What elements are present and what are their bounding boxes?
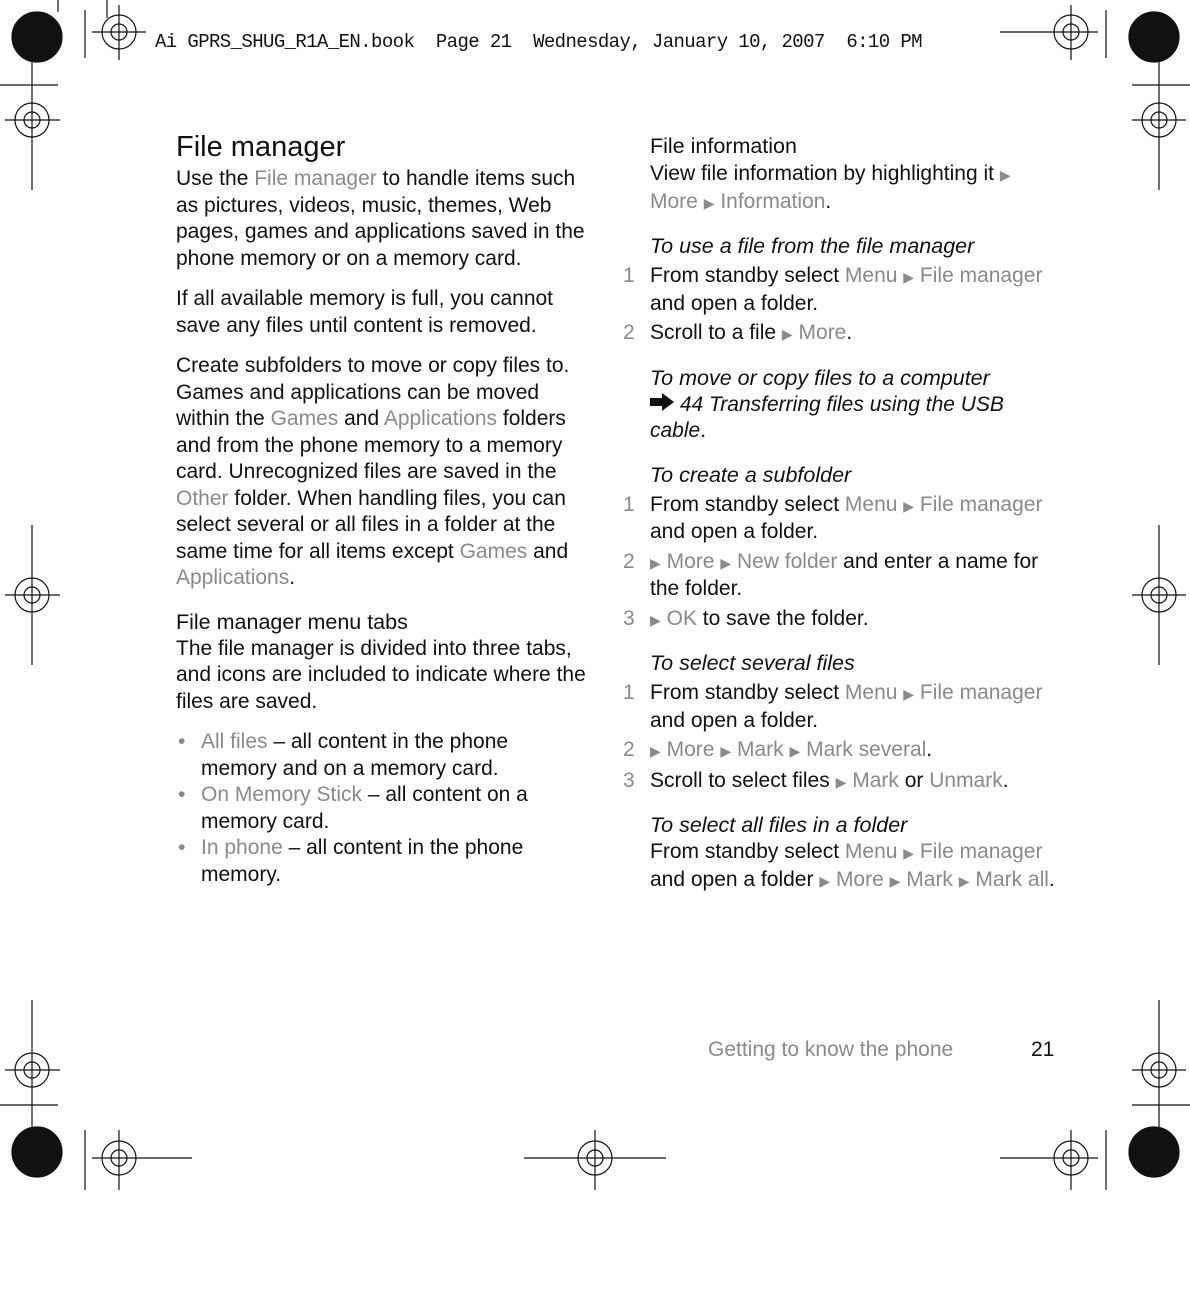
footer-section-title: Getting to know the phone	[708, 1038, 954, 1061]
create-subfolder-heading: To create a subfolder	[650, 462, 852, 487]
create-subfolder-steps	[623, 492, 1060, 634]
right-column	[623, 131, 1060, 894]
use-file-heading: To use a file from the file manager	[650, 234, 975, 258]
tabs-list	[176, 729, 586, 888]
select-several-steps	[623, 680, 1060, 795]
list-item: • On Memory Stick – all content on a memory card.	[178, 783, 528, 833]
select-all-heading: To select all files in a folder	[650, 813, 908, 838]
step-item: 3 ▶ OK to save the folder.	[623, 606, 869, 630]
move-files-heading: To move or copy files to a computer	[650, 365, 990, 390]
step-item: 1 From standby select Menu ▶ File manager and open a folder.	[623, 492, 1043, 544]
memory-paragraph: If all available memory is full, you cannot save any files until content is removed.	[176, 287, 554, 337]
move-files-reference: 44 Transferring files using the USB cable.	[650, 392, 1004, 443]
left-column	[176, 130, 586, 888]
select-several-heading: To select several files	[650, 651, 855, 676]
menu-tabs-intro: The file manager is divided into three tabs, and icons are included to indicate where the files are saved.	[176, 636, 586, 713]
step-item: 2 ▶ More ▶ New folder and enter a name for the folder.	[623, 549, 1039, 601]
step-item: 3 Scroll to select files ▶ Mark or Unmark.	[623, 768, 1009, 792]
page-title: File manager	[176, 131, 346, 163]
select-all-text: From standby select Menu ▶ File manager and open a folder ▶ More ▶ Mark ▶ Mark all.	[650, 840, 1055, 891]
list-item: • In phone – all content in the phone memory.	[178, 836, 524, 886]
file-info-heading: File information	[650, 134, 797, 158]
file-info-text: View file information by highlighting it ▶ More ▶ Information.	[650, 162, 1011, 213]
reference-arrow-icon	[650, 392, 674, 419]
step-item: 1 From standby select Menu ▶ File manager and open a folder.	[623, 681, 1043, 732]
step-item: 2 ▶ More ▶ Mark ▶ Mark several.	[623, 738, 933, 762]
menu-tabs-heading: File manager menu tabs	[176, 609, 408, 634]
list-item: • All files – all content in the phone memory and on a memory card.	[178, 730, 509, 780]
print-header: Ai GPRS_SHUG_R1A_EN.book Page 21 Wednesday, January 10, 2007 6:10 PM	[155, 31, 922, 53]
use-file-steps	[623, 263, 1060, 348]
subfolder-paragraph: Create subfolders to move or copy files to. Games and applications can be moved within the Games and Applications folders and from the phone memory to a memory card. Unrecognized files are saved in the Other folder. When handling files, you can select several or all files in a folder at the same time for all items except Games and Applications.	[176, 354, 570, 589]
step-item: 1 From standby select Menu ▶ File manager and open a folder.	[623, 264, 1043, 315]
page-number: 21	[1031, 1038, 1055, 1061]
step-item: 2 Scroll to a file ▶ More.	[623, 321, 853, 344]
intro-paragraph: Use the File manager to handle items such as pictures, videos, music, themes, Web pages, games and applications saved in the phone memory or on a memory card.	[176, 167, 585, 270]
